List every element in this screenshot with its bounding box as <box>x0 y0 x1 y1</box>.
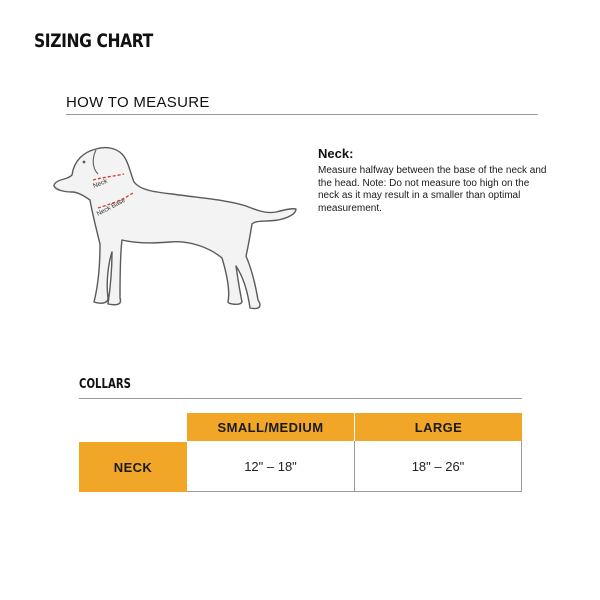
dog-outline-icon <box>50 140 300 315</box>
table-cell-neck-large: 18" – 26" <box>355 441 522 492</box>
section-divider <box>79 398 522 399</box>
collars-heading: COLLARS <box>79 377 131 392</box>
page-title: SIZING CHART <box>34 30 153 52</box>
column-header-large: LARGE <box>355 413 522 441</box>
section-divider <box>66 114 538 115</box>
table-cell-neck-small-medium: 12" – 18" <box>187 441 355 492</box>
row-label-neck: NECK <box>79 441 187 492</box>
neck-instructions-text: Measure halfway between the base of the neck and the head. Note: Do not measure too high on the neck as it may result in a smaller than optimal measurement. <box>318 165 547 214</box>
size-table <box>79 413 522 493</box>
neck-base-label: Neck Base <box>95 196 127 218</box>
dog-body <box>54 148 296 309</box>
column-header-small-medium: SMALL/MEDIUM <box>187 413 355 441</box>
neck-instructions-title: Neck: <box>318 146 354 161</box>
dog-eye <box>83 161 86 164</box>
neck-instructions <box>318 146 548 215</box>
how-to-measure-heading: HOW TO MEASURE <box>66 94 210 111</box>
neck-label: Neck <box>92 177 109 190</box>
